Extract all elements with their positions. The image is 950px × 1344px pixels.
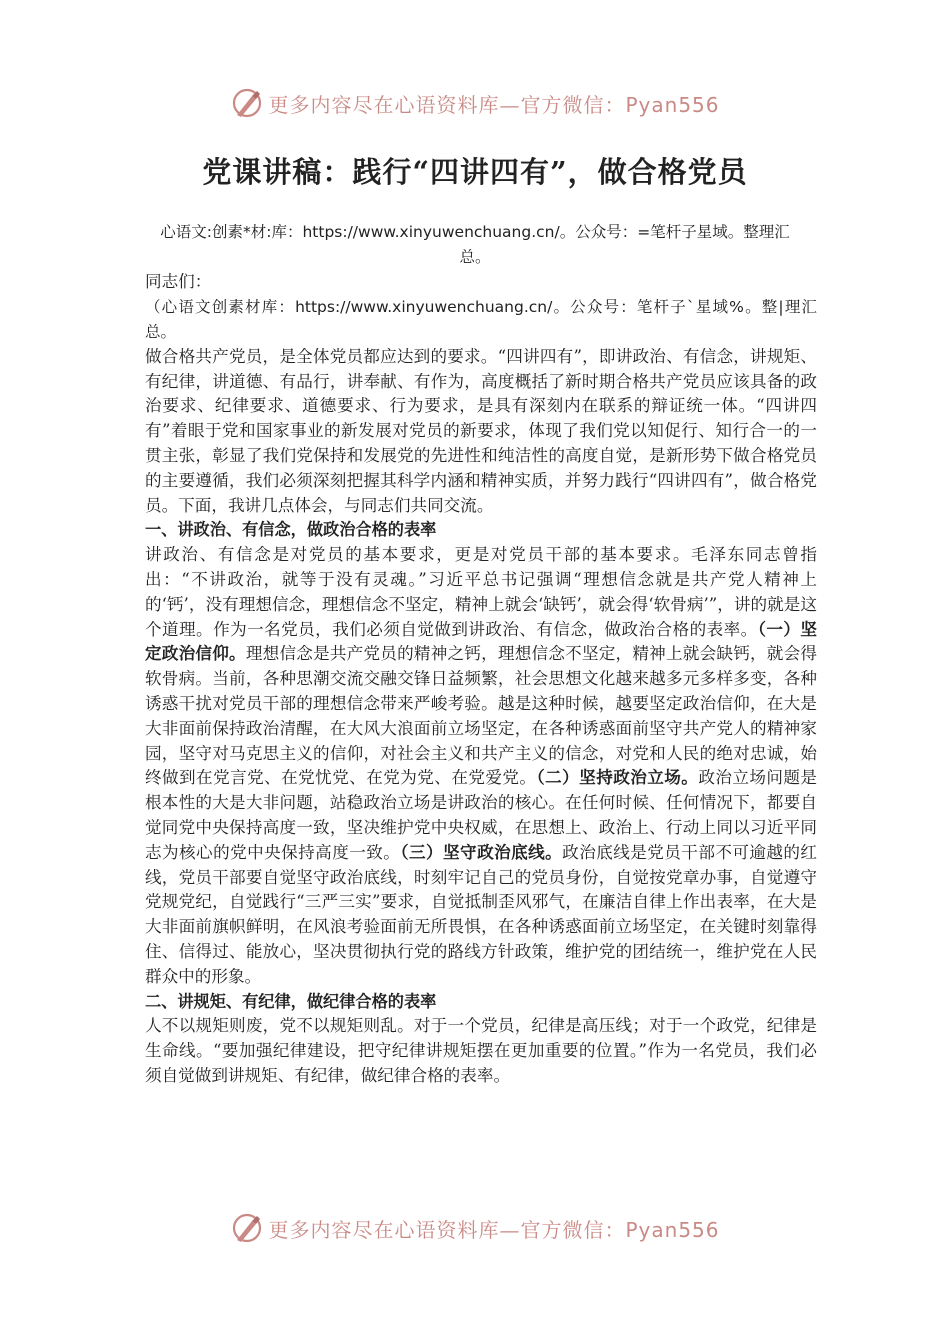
wechat-id: Pyan556 [625,1217,720,1242]
document-body [145,270,817,1089]
subtext-3: 政治底线是党员干部不可逾越的红线，党员干部要自觉坚守政治底线，时刻牢记自己的党员身份，自觉按党章办事，自觉遵守党规党纪，自觉践行“三严三实”要求，自觉抵制歪风邪气，在廉洁自律上作出表率，在大是大非面前旗帜鲜明，在风浪考验面前无所畏惧，在各种诱惑面前立场坚定，在关键时刻靠得住、信得过、能放心，坚决贯彻执行党的路线方针政策，维护党的团结统一，维护党在人民群众中的形象。 [145,842,818,986]
watermark-text: 更多内容尽在心语资料库—官方微信：Pyan556 [268,92,720,117]
subheading-1: （一）坚定政治信仰。 [145,619,818,664]
source-note: 心语文:创素*材:库：https://www.xinyuwenchuang.cn/。公众号：=笔杆子星域。整理汇总。 [160,223,790,266]
subtext-1: 理想信念是共产党员的精神之钙，理想信念不坚定，精神上就会缺钙，就会得软骨病。当前，各种思潮交流交融交锋日益频繁，社会思想文化越来越多元多样多变，各种诱惑干扰对党员干部的理想信念带来严峻考验。越是这种时候，越要坚定政治信仰，在大是大非面前保持政治清醒，在大风大浪面前立场坚定，在各种诱惑面前坚守共产党人的精神家园，坚守对马克思主义的信仰，对社会主义和共产主义的信念，对党和人民的绝对忠诚，始终做到在党言党、在党忧党、在党为党、在党爱党。 [145,644,818,788]
source-note-2: （心语文创素材库：https://www.xinyuwenchuang.cn/。公众号：笔杆子`星域%。整|理汇总。 [145,297,817,341]
intro-paragraph: 做合格共产党员，是全体党员都应达到的要求。“四讲四有”，即讲政治、有信念，讲规矩、有纪律，讲道德、有品行，讲奉献、有作为，高度概括了新时期合格共产党员应该具备的政治要求、纪律要求、道德要求、行为要求，是具有深刻内在联系的辩证统一体。“四讲四有”着眼于党和国家事业的新发展对党员的新要求，体现了我们党以知促行、知行合一的一贯主张，彰显了我们党保持和发展党的先进性和纯洁性的高度自觉，是新形势下做合格党员的主要遵循，我们必须深刻把握其科学内涵和精神实质，并努力践行“四讲四有”，做合格党员。下面，我讲几点体会，与同志们共同交流。 [145,346,817,515]
section-1-paragraph [145,543,817,989]
watermark-text: 更多内容尽在心语资料库—官方微信：Pyan556 [268,1217,720,1242]
greeting: 同志们： [145,272,212,291]
fountain-pen-logo-icon [230,86,264,120]
subtext-2: 政治立场问题是根本性的大是大非问题，站稳政治立场是讲政治的核心。在任何时候、任何情况下，都要自觉同党中央保持高度一致，坚决维护党中央权威，在思想上、政治上、行动上同以习近平同志为核心的党中央保持高度一致。 [145,768,818,862]
fountain-pen-logo-icon [230,1211,264,1245]
subheading-3: （三）坚守政治底线。 [400,842,563,862]
section-heading-1: 一、讲政治、有信念，做政治合格的表率 [145,520,437,540]
subheading-2: （二）坚持政治立场。 [536,768,699,788]
section-2-paragraph: 人不以规矩则废，党不以规矩则乱。对于一个党员，纪律是高压线；对于一个政党，纪律是生命线。“要加强纪律建设，把守纪律讲规矩摆在更加重要的位置。”作为一名党员，我们必须自觉做到讲规矩、有纪律，做纪律合格的表率。 [145,1016,817,1085]
watermark-banner-bottom [0,1208,950,1248]
page-title: 党课讲稿：践行“四讲四有”，做合格党员 [202,155,748,189]
wechat-id: Pyan556 [625,92,720,117]
section-1-intro-text: 讲政治、有信念是对党员的基本要求，更是对党员干部的基本要求。毛泽东同志曾指出：“不讲政治，就等于没有灵魂。”习近平总书记强调“理想信念就是共产党人精神上的‘钙’，没有理想信念，理想信念不坚定，精神上就会‘缺钙’，就会得‘软骨病’”，讲的就是这个道理。作为一名党员，我们必须自觉做到讲政治、有信念，做政治合格的表率。 [145,545,817,639]
section-heading-2: 二、讲规矩、有纪律，做纪律合格的表率 [145,991,437,1011]
watermark-banner-top [0,83,950,123]
